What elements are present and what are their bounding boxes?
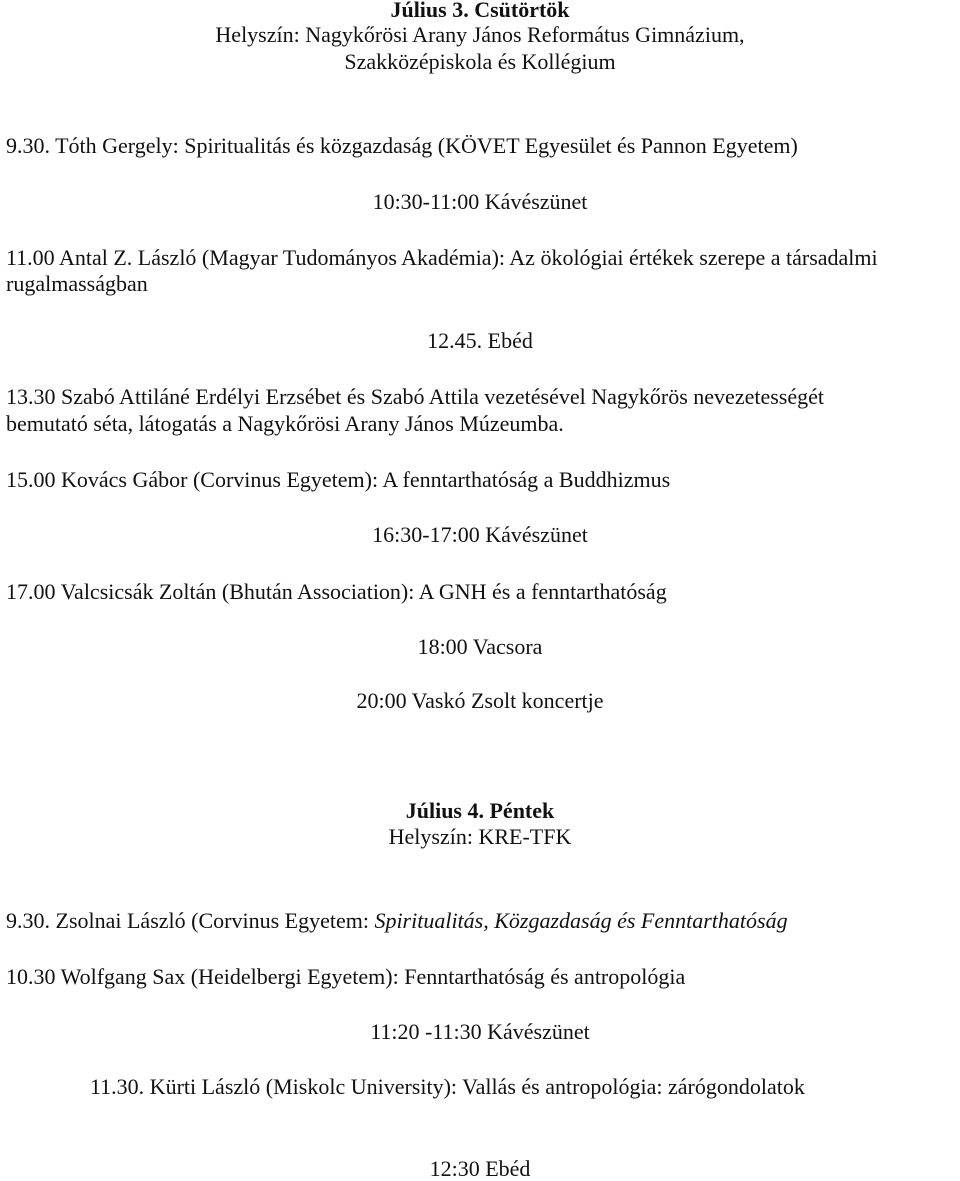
program-item: 9.30. Tóth Gergely: Spiritualitás és közgazdaság (KÖVET Egyesület és Pannon Egyetem) (6, 133, 798, 158)
coffee-break: 11:20 -11:30 Kávészünet (370, 1019, 590, 1044)
coffee-break: 16:30-17:00 Kávészünet (372, 522, 588, 547)
program-item-title: Spiritualitás, Közgazdaság és Fenntarthatóság (374, 908, 788, 933)
dinner: 18:00 Vacsora (417, 634, 543, 659)
program-item: 17.00 Valcsicsák Zoltán (Bhután Association): A GNH és a fenntarthatóság (6, 579, 667, 604)
day2-venue: Helyszín: KRE-TFK (388, 824, 572, 849)
day1-date-heading: Július 3. Csütörtök (390, 0, 570, 22)
program-item-speaker: 9.30. Zsolnai László (Corvinus Egyetem: (6, 908, 375, 933)
day1-venue-line1: Helyszín: Nagykőrösi Arany János Református Gimnázium, (215, 22, 745, 47)
program-item (6, 908, 788, 933)
concert: 20:00 Vaskó Zsolt koncertje (356, 688, 604, 713)
coffee-break: 10:30-11:00 Kávészünet (372, 189, 588, 214)
day1-venue-line2: Szakközépiskola és Kollégium (344, 49, 616, 74)
lunch: 12.45. Ebéd (427, 328, 533, 353)
program-item-continued: bemutató séta, látogatás a Nagykőrösi Arany János Múzeumba. (6, 411, 564, 436)
lunch: 12:30 Ebéd (429, 1156, 531, 1181)
program-item: 11.30. Kürti László (Miskolc University): Vallás és antropológia: zárógondolatok (90, 1074, 805, 1099)
day2-date-heading: Július 4. Péntek (405, 798, 555, 823)
program-item: 15.00 Kovács Gábor (Corvinus Egyetem): A fenntarthatóság a Buddhizmus (6, 467, 671, 492)
program-item-continued: rugalmasságban (6, 271, 148, 296)
program-item: 10.30 Wolfgang Sax (Heidelbergi Egyetem): Fenntarthatóság és antropológia (6, 964, 686, 989)
program-item: 11.00 Antal Z. László (Magyar Tudományos Akadémia): Az ökológiai értékek szerepe a társadalmi (6, 245, 878, 270)
program-item: 13.30 Szabó Attiláné Erdélyi Erzsébet és Szabó Attila vezetésével Nagykőrös nevezetességét (6, 384, 824, 409)
